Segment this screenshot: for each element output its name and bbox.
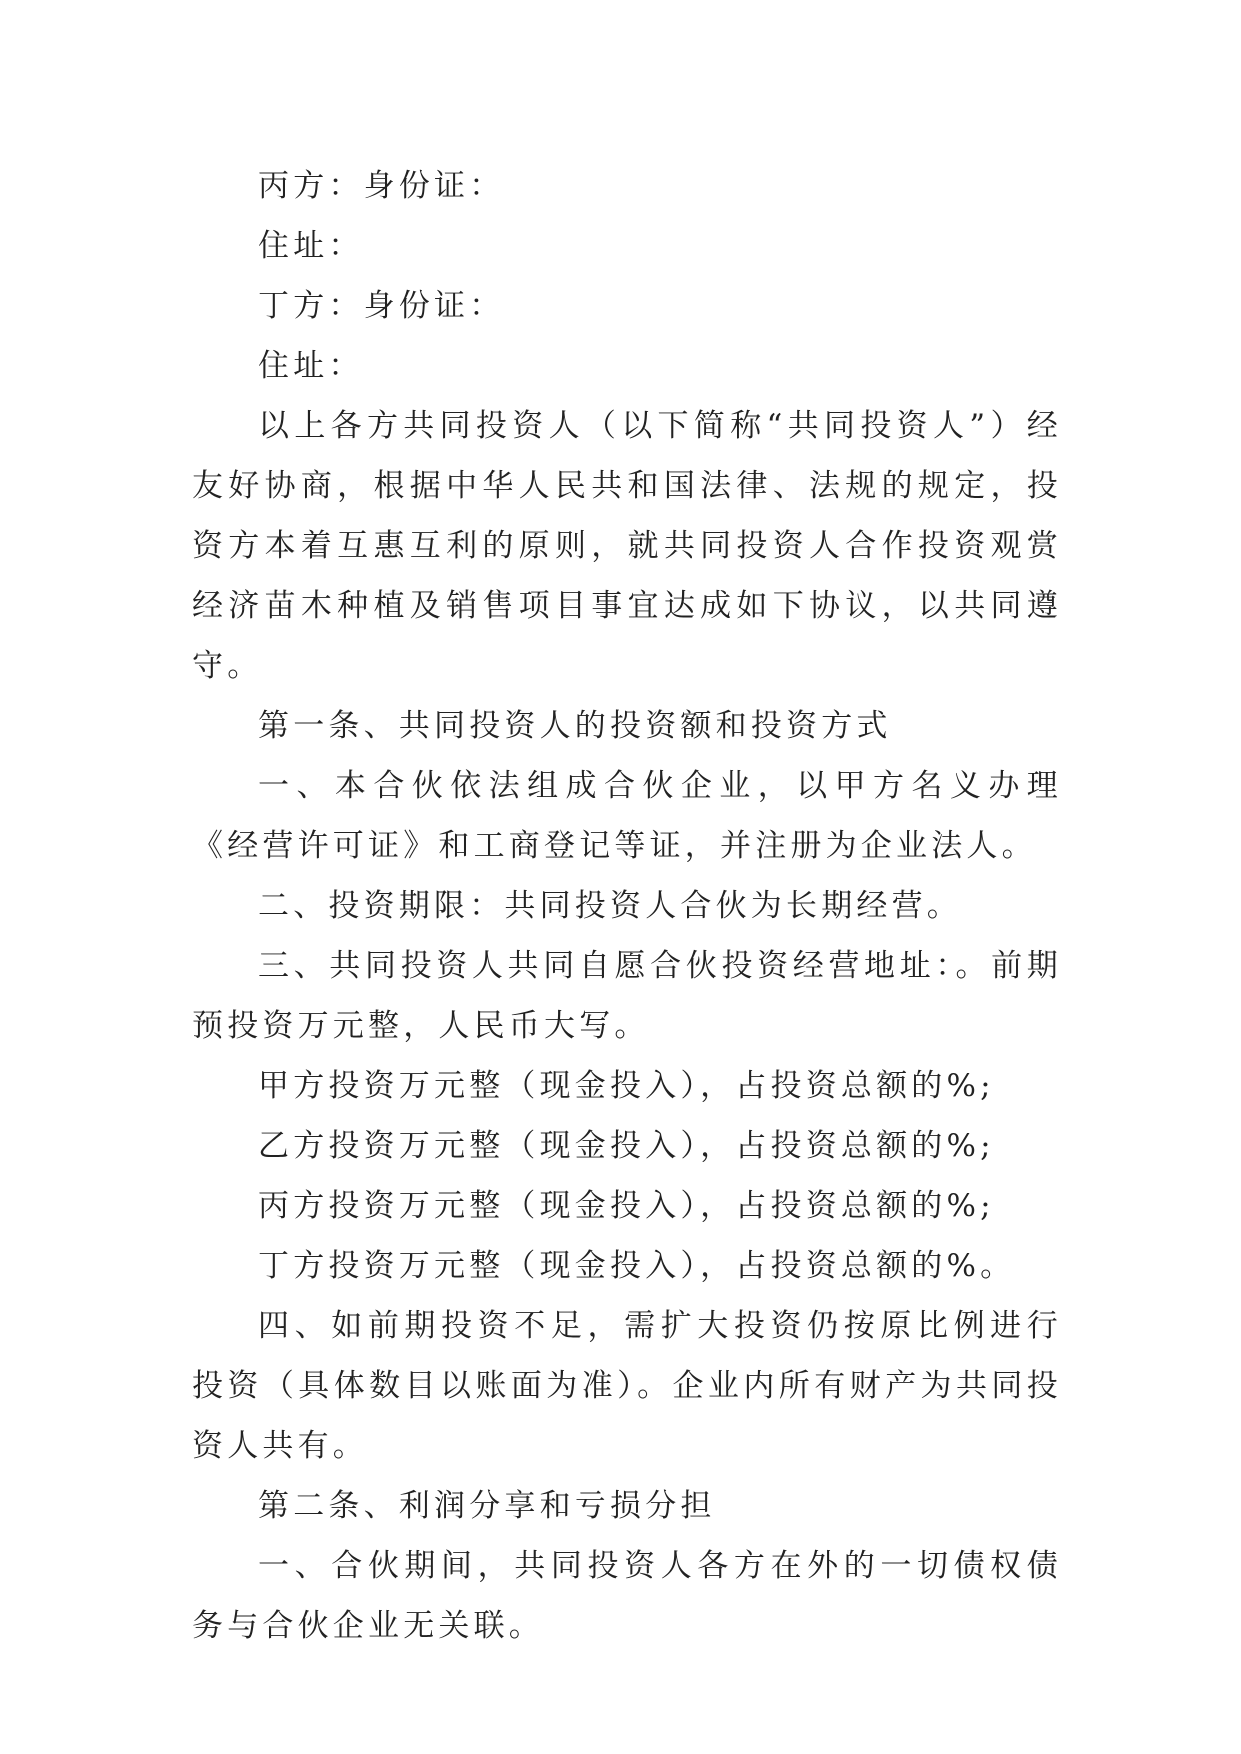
article-1-clause-2: 二、投资期限：共同投资人合伙为长期经营。	[258, 888, 962, 924]
investment-party-d: 丁方投资万元整（现金投入），占投资总额的%。	[258, 1248, 1016, 1284]
article-1-clause-3: 三、共同投资人共同自愿合伙投资经营地址：。前期预投资万元整，人民币大写。	[192, 948, 1062, 1044]
paragraph-party-d-id: 丁方：身份证：	[258, 288, 505, 324]
article-1-clause-1: 一、本合伙依法组成合伙企业，以甲方名义办理《经营许可证》和工商登记等证，并注册为企业法人。	[192, 768, 1062, 864]
article-1-clause-4: 四、如前期投资不足，需扩大投资仍按原比例进行投资（具体数目以账面为准）。企业内所有财产为共同投资人共有。	[192, 1308, 1062, 1464]
document-body	[192, 156, 1062, 1656]
paragraph-party-c-address: 住址：	[258, 228, 364, 264]
investment-party-a: 甲方投资万元整（现金投入），占投资总额的%;	[258, 1068, 995, 1104]
investment-party-c: 丙方投资万元整（现金投入），占投资总额的%;	[258, 1188, 995, 1224]
paragraph-preamble: 以上各方共同投资人（以下简称“共同投资人”）经友好协商，根据中华人民共和国法律、法规的规定，投资方本着互惠互利的原则，就共同投资人合作投资观赏经济苗木种植及销售项目事宜达成如下协议，以共同遵守。	[192, 408, 1062, 684]
article-2-heading: 第二条、利润分享和亏损分担	[258, 1488, 716, 1524]
article-1-heading: 第一条、共同投资人的投资额和投资方式	[258, 708, 892, 744]
article-2-clause-1: 一、合伙期间，共同投资人各方在外的一切债权债务与合伙企业无关联。	[192, 1548, 1062, 1644]
investment-party-b: 乙方投资万元整（现金投入），占投资总额的%;	[258, 1128, 995, 1164]
paragraph-party-c-id: 丙方：身份证：	[258, 168, 505, 204]
paragraph-party-d-address: 住址：	[258, 348, 364, 384]
